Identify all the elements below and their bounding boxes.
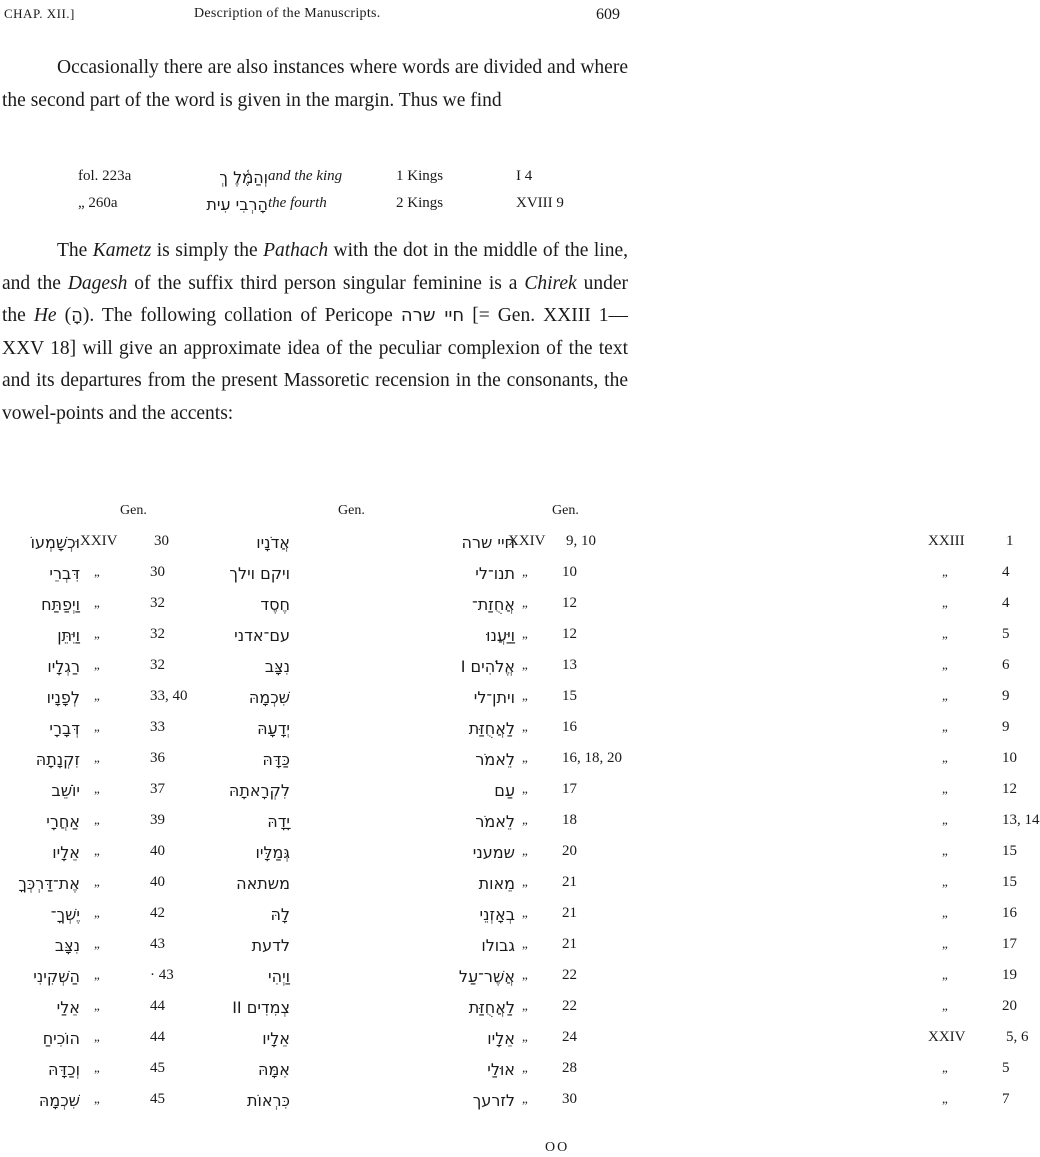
- chapter-numeral: XXIV: [80, 533, 118, 549]
- ditto-mark: „: [522, 626, 528, 641]
- hebrew-variant: בְאָזְנֵי: [479, 905, 515, 924]
- text-run: with the dot in the middle of the line, and the: [2, 240, 629, 294]
- ditto-mark: „: [942, 843, 948, 858]
- verse-number: 9: [1002, 688, 1010, 704]
- term-pathach: Pathach: [263, 240, 329, 261]
- hebrew-variant: תנו־לי: [475, 564, 515, 583]
- hebrew-variant: אוּלַי: [487, 1060, 515, 1079]
- hebrew-variant: הַשְׁקִינִי: [33, 967, 80, 986]
- verse-number: 12: [562, 595, 577, 611]
- hebrew-variant: עַם: [494, 781, 515, 800]
- ditto-mark: „: [522, 688, 528, 703]
- verse-number: 32: [150, 626, 165, 642]
- collation-entry: [0, 1029, 210, 1059]
- column-heading: Gen.: [552, 503, 579, 518]
- hebrew-variant: זִקְנָתָהּ: [35, 750, 80, 769]
- collation-entry: [0, 843, 210, 873]
- folio-ref: fol. 223a: [78, 168, 132, 184]
- hebrew-variant: כַּדָּהּ: [262, 750, 290, 769]
- column-heading: Gen.: [120, 503, 147, 518]
- hebrew-variant: עם־אדני: [234, 626, 290, 645]
- collation-entry: [0, 874, 210, 904]
- ditto-mark: „: [942, 967, 948, 982]
- hebrew-variant: דִּבְרֵי: [49, 564, 80, 583]
- term-kametz: Kametz: [92, 240, 152, 261]
- ditto-mark: „: [942, 595, 948, 610]
- verse-number: 10: [1002, 750, 1017, 766]
- collation-entry: [0, 905, 210, 935]
- hebrew-variant: לַאֲחֻזַּת: [468, 719, 515, 738]
- hebrew-variant: לְפָנָיו: [46, 688, 80, 707]
- verse-number: 30: [154, 533, 169, 549]
- verse-number: 22: [562, 967, 577, 983]
- verse-number: 16, 18, 20: [562, 750, 622, 766]
- collation-entry: [0, 719, 210, 749]
- collation-entry: [0, 1091, 210, 1121]
- ditto-mark: „: [522, 1091, 528, 1106]
- column-heading: Gen.: [338, 503, 365, 518]
- ditto-mark: „: [94, 750, 100, 765]
- hebrew-variant: לִקְרָאתָהּ: [228, 781, 290, 800]
- hebrew-variant: כִּרְאוֹת: [246, 1091, 290, 1110]
- ditto-mark: „: [942, 812, 948, 827]
- collation-entry: [0, 533, 210, 563]
- hebrew-variant: אֵלָיו: [262, 1029, 290, 1048]
- ditto-mark: „: [522, 874, 528, 889]
- hebrew-word: הָרְבִי עִית: [206, 195, 268, 214]
- hebrew-he-char: הָ: [71, 305, 83, 326]
- ditto-mark: „: [522, 657, 528, 672]
- folio-ref: „ 260a: [78, 195, 118, 211]
- ditto-mark: „: [94, 905, 100, 920]
- chapter-numeral: XXIII: [928, 533, 965, 549]
- collation-entry: [0, 688, 210, 718]
- verse-number: 9, 10: [566, 533, 596, 549]
- ditto-mark: „: [942, 998, 948, 1013]
- verse-number: 43: [150, 936, 165, 952]
- ditto-mark: „: [94, 812, 100, 827]
- verse-number: 42: [150, 905, 165, 921]
- ditto-mark: „: [94, 1091, 100, 1106]
- running-header: [4, 6, 624, 28]
- hebrew-variant: וּכְשָׁמְעוֹ: [30, 533, 80, 552]
- ditto-mark: „: [94, 564, 100, 579]
- ditto-mark: „: [942, 1060, 948, 1075]
- verse-number: 16: [1002, 905, 1017, 921]
- example-row: [78, 168, 578, 192]
- verse-number: 33: [150, 719, 165, 735]
- hebrew-variant: לַאֲחֻזַּת: [468, 998, 515, 1017]
- verse-number: 40: [150, 843, 165, 859]
- verse-number: · 43: [150, 967, 174, 983]
- hebrew-variant: לֵאמֹר: [475, 750, 515, 769]
- page-number: 609: [596, 6, 620, 23]
- ditto-mark: „: [94, 1060, 100, 1075]
- collation-entry: [0, 967, 210, 997]
- term-dagesh: Dagesh: [67, 272, 128, 294]
- text-run: [= Gen. XXIII 1—XXV 18] will give an approximate idea of the peculiar complexion of the text and its departures from the present Massoretic recension in the consonants, the vowel-points and the accents:: [2, 305, 628, 424]
- verse-number: 30: [562, 1091, 577, 1107]
- ditto-mark: „: [94, 998, 100, 1013]
- collation-entry: [0, 657, 210, 687]
- ditto-mark: „: [942, 874, 948, 889]
- hebrew-variant: אֱלֹהִים I: [460, 657, 515, 676]
- ditto-mark: „: [942, 905, 948, 920]
- hebrew-variant: מֵאות: [478, 874, 515, 893]
- hebrew-variant: יֶשְׁךָ־: [50, 905, 80, 924]
- hebrew-variant: משתאה: [236, 874, 290, 893]
- ditto-mark: „: [94, 595, 100, 610]
- verse-number: 32: [150, 595, 165, 611]
- verse-number: 28: [562, 1060, 577, 1076]
- collation-entry: [0, 781, 210, 811]
- chapter-verse: I 4: [516, 168, 533, 184]
- verse-number: 17: [562, 781, 577, 797]
- verse-number: 22: [562, 998, 577, 1014]
- hebrew-variant: וַיְפַתַּח: [41, 595, 80, 614]
- verse-number: 13, 14: [1002, 812, 1040, 828]
- ditto-mark: „: [942, 750, 948, 765]
- verse-number: 20: [562, 843, 577, 859]
- chapter-numeral: XXIV: [928, 1029, 966, 1045]
- ditto-mark: „: [94, 843, 100, 858]
- hebrew-variant: לֵאמֹר: [475, 812, 515, 831]
- ditto-mark: „: [522, 781, 528, 796]
- collation-entry: [0, 564, 210, 594]
- verse-number: 19: [1002, 967, 1017, 983]
- hebrew-variant: ויתן־לי: [473, 688, 515, 707]
- collation-entry: [210, 1029, 577, 1059]
- ditto-mark: „: [942, 1091, 948, 1106]
- hebrew-variant: אֶת־דַּרְכְּךָ: [18, 874, 80, 893]
- ditto-mark: „: [522, 812, 528, 827]
- hebrew-variant: יוֹשֵׁב: [51, 781, 80, 800]
- hebrew-variant: חיי שרה: [461, 533, 515, 552]
- hebrew-variant: אִמָּהּ: [257, 1060, 290, 1079]
- hebrew-variant: יָדָהּ: [267, 812, 290, 831]
- ditto-mark: „: [522, 564, 528, 579]
- paragraph-kametz: [2, 235, 628, 430]
- verse-number: 33, 40: [150, 688, 188, 704]
- hebrew-variant: דְּבָרָי: [49, 719, 80, 738]
- ditto-mark: „: [94, 657, 100, 672]
- collation-entry: [0, 626, 210, 656]
- hebrew-variant: אֵלָיו: [487, 1029, 515, 1048]
- ditto-mark: „: [522, 905, 528, 920]
- term-chirek: Chirek: [524, 272, 577, 294]
- ditto-mark: „: [94, 936, 100, 951]
- verse-number: 13: [562, 657, 577, 673]
- verse-number: 10: [562, 564, 577, 580]
- verse-number: 44: [150, 1029, 165, 1045]
- text-run: The: [57, 240, 93, 261]
- verse-number: 7: [1002, 1091, 1010, 1107]
- verse-number: 16: [562, 719, 577, 735]
- verse-number: 21: [562, 936, 577, 952]
- verse-number: 5: [1002, 626, 1010, 642]
- ditto-mark: „: [522, 1060, 528, 1075]
- hebrew-variant: לָהּ: [270, 905, 290, 924]
- ditto-mark: „: [522, 1029, 528, 1044]
- ditto-mark: „: [942, 688, 948, 703]
- ditto-mark: „: [942, 626, 948, 641]
- hebrew-variant: לדעת: [251, 936, 290, 955]
- verse-number: 45: [150, 1060, 165, 1076]
- hebrew-variant: נִצָּב: [264, 657, 290, 676]
- text-run: under the: [2, 272, 628, 326]
- hebrew-variant: שִׁכְמָהּ: [38, 1091, 80, 1110]
- hebrew-variant: אֲשֶׁר־עַל: [458, 967, 515, 986]
- verse-number: 12: [1002, 781, 1017, 797]
- translation: and the king: [268, 168, 343, 184]
- example-row: [78, 195, 578, 219]
- ditto-mark: „: [94, 688, 100, 703]
- hebrew-variant: נִצָּב: [54, 936, 80, 955]
- ditto-mark: „: [942, 936, 948, 951]
- hebrew-variant: וַיְהִי: [268, 967, 290, 986]
- verse-number: 40: [150, 874, 165, 890]
- collation-entry: [0, 1060, 210, 1090]
- verse-number: 18: [562, 812, 577, 828]
- hebrew-variant: חֶסֶד: [260, 595, 290, 614]
- verse-number: 17: [1002, 936, 1017, 952]
- hebrew-variant: אֲחֻזַת־: [472, 595, 515, 614]
- verse-number: 21: [562, 905, 577, 921]
- verse-number: 44: [150, 998, 165, 1014]
- collation-entry: [0, 595, 210, 625]
- hebrew-variant: הוֹכִיחַ: [42, 1029, 80, 1048]
- ditto-mark: „: [522, 843, 528, 858]
- ditto-mark: „: [94, 874, 100, 889]
- verse-number: 5: [1002, 1060, 1010, 1076]
- paragraph-text: Occasionally there are also instances where words are divided and where the second part of the word is given in the margin. Thus we find: [2, 57, 628, 111]
- ditto-mark: „: [522, 750, 528, 765]
- verse-number: 15: [562, 688, 577, 704]
- hebrew-variant: רַגְלָיו: [47, 657, 80, 676]
- verse-number: 4: [1002, 564, 1010, 580]
- ditto-mark: „: [522, 967, 528, 982]
- verse-number: 12: [562, 626, 577, 642]
- verse-number: 5, 6: [1006, 1029, 1029, 1045]
- verse-number: 15: [1002, 843, 1017, 859]
- ditto-mark: „: [522, 595, 528, 610]
- hebrew-variant: ויקם וילך: [229, 564, 290, 583]
- paragraph-divided-words: [2, 52, 628, 117]
- chapter-verse: XVIII 9: [516, 195, 564, 211]
- hebrew-variant: אֲדֹנָיו: [256, 533, 290, 552]
- hebrew-variant: שמעני: [472, 843, 515, 862]
- running-title: Description of the Manuscripts.: [194, 6, 381, 21]
- ditto-mark: „: [522, 719, 528, 734]
- ditto-mark: „: [942, 781, 948, 796]
- verse-number: 1: [1006, 533, 1014, 549]
- ditto-mark: „: [94, 626, 100, 641]
- book-ref: 1 Kings: [396, 168, 444, 184]
- ditto-mark: „: [942, 564, 948, 579]
- hebrew-variant: אַחֲרָי: [46, 812, 80, 831]
- text-run: ). The following collation of Pericope: [82, 305, 401, 326]
- hebrew-variant: אֵלַי: [56, 998, 80, 1017]
- verse-number: 21: [562, 874, 577, 890]
- hebrew-variant: גבולו: [481, 936, 515, 955]
- chapter-label: CHAP. XII.]: [4, 6, 75, 21]
- ditto-mark: „: [522, 936, 528, 951]
- collation-entry: [0, 998, 210, 1028]
- hebrew-variant: יְדָעָהּ: [257, 719, 290, 738]
- hebrew-variant: גְּמַלָּיו: [255, 843, 290, 862]
- hebrew-variant: שִׁכְמָהּ: [248, 688, 290, 707]
- translation: the fourth: [268, 195, 327, 211]
- verse-number: 24: [562, 1029, 577, 1045]
- verse-number: 30: [150, 564, 165, 580]
- ditto-mark: „: [94, 781, 100, 796]
- verse-number: 20: [1002, 998, 1017, 1014]
- hebrew-variant: לזרעך: [472, 1091, 515, 1110]
- chapter-numeral: XXIV: [508, 533, 546, 549]
- verse-number: 45: [150, 1091, 165, 1107]
- term-he: He: [33, 305, 57, 326]
- verse-number: 37: [150, 781, 165, 797]
- text-run: of the suffix third person singular feminine is a: [127, 272, 525, 294]
- ditto-mark: „: [94, 1029, 100, 1044]
- hebrew-word: וְהַמֶּ֫לֶ ךְ: [219, 168, 268, 187]
- ditto-mark: „: [94, 719, 100, 734]
- text-run: is simply the: [151, 240, 264, 261]
- collation-entry: [0, 812, 210, 842]
- book-ref: 2 Kings: [396, 195, 444, 211]
- hebrew-variant: וְכַדָּהּ: [47, 1060, 80, 1079]
- verse-number: 32: [150, 657, 165, 673]
- verse-number: 36: [150, 750, 165, 766]
- hebrew-variant: אֵלָיו: [52, 843, 80, 862]
- collation-entry: [0, 750, 210, 780]
- hebrew-variant: וַיִּתֵּן: [57, 626, 80, 645]
- pericope-name: חיי שרה: [400, 305, 465, 326]
- hebrew-variant: צְמִדִים II: [232, 998, 290, 1017]
- verse-number: 15: [1002, 874, 1017, 890]
- collation-entry: [0, 936, 210, 966]
- verse-number: 39: [150, 812, 165, 828]
- verse-number: 9: [1002, 719, 1010, 735]
- verse-number: 4: [1002, 595, 1010, 611]
- verse-number: 6: [1002, 657, 1010, 673]
- text-run: (: [56, 305, 72, 326]
- signature-mark: OO: [545, 1140, 570, 1155]
- ditto-mark: „: [942, 719, 948, 734]
- hebrew-variant: וַיַּעֲנוּ: [486, 626, 515, 645]
- ditto-mark: „: [94, 967, 100, 982]
- ditto-mark: „: [522, 998, 528, 1013]
- ditto-mark: „: [942, 657, 948, 672]
